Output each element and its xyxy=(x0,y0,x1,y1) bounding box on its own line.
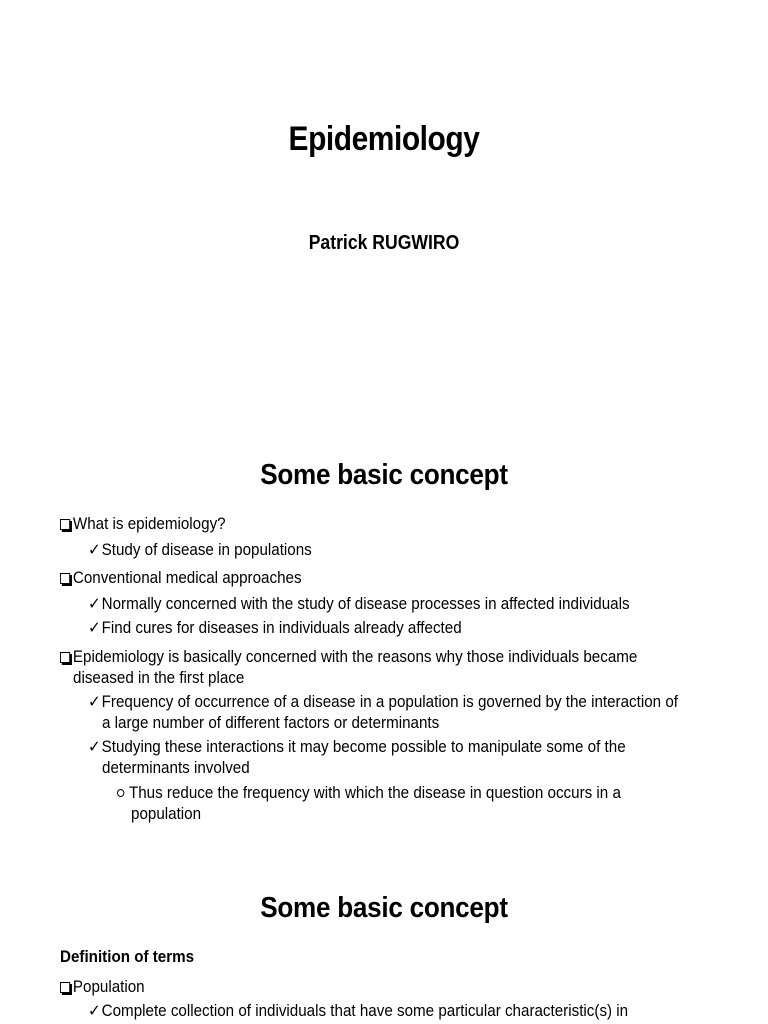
sub-sub-bullet-reduce-frequency: Thus reduce the frequency with which the disease in question occurs in a xyxy=(117,783,621,804)
bullet-conventional-approaches: Conventional medical approaches xyxy=(60,568,302,589)
author-name: Patrick RUGWIRO xyxy=(308,232,460,254)
sub-bullet-studying-interactions-cont: determinants involved xyxy=(102,759,250,777)
check-bullet-icon: ✓ xyxy=(88,541,101,559)
bullet-what-is-epidemiology: What is epidemiology? xyxy=(60,514,226,535)
bullet-population: Population xyxy=(60,977,145,998)
square-bullet-icon xyxy=(60,519,70,530)
sub-bullet-frequency-occurrence-cont: a large number of different factors or determinants xyxy=(102,714,440,732)
check-bullet-icon: ✓ xyxy=(88,619,101,637)
bullet-epidemiology-reasons-cont: diseased in the first place xyxy=(73,669,245,687)
sub-bullet-studying-interactions: ✓Studying these interactions it may become possible to manipulate some of the xyxy=(88,738,626,756)
subheading-definition-of-terms: Definition of terms xyxy=(60,948,195,966)
section-title-basic-concept-2: Some basic concept xyxy=(260,892,508,924)
check-bullet-icon: ✓ xyxy=(88,693,101,711)
sub-bullet-population-definition: ✓Complete collection of individuals that have some particular characteristic(s) in xyxy=(88,1002,629,1020)
square-bullet-icon xyxy=(60,982,70,993)
check-bullet-icon: ✓ xyxy=(88,738,101,756)
square-bullet-icon xyxy=(60,573,70,584)
sub-bullet-disease-processes: ✓Normally concerned with the study of disease processes in affected individuals xyxy=(88,595,630,613)
sub-bullet-frequency-occurrence: ✓Frequency of occurrence of a disease in a population is governed by the interaction of xyxy=(88,693,678,711)
section-title-basic-concept: Some basic concept xyxy=(260,459,508,491)
sub-sub-bullet-reduce-frequency-cont: population xyxy=(131,805,202,823)
ring-bullet-icon xyxy=(117,789,124,797)
bullet-epidemiology-reasons: Epidemiology is basically concerned with the reasons why those individuals became xyxy=(60,647,637,668)
sub-bullet-find-cures: ✓Find cures for diseases in individuals already affected xyxy=(88,619,462,637)
sub-bullet-study-of-disease: ✓Study of disease in populations xyxy=(88,541,312,559)
square-bullet-icon xyxy=(60,652,70,663)
document-title: Epidemiology xyxy=(288,120,480,158)
check-bullet-icon: ✓ xyxy=(88,595,101,613)
check-bullet-icon: ✓ xyxy=(88,1002,101,1020)
